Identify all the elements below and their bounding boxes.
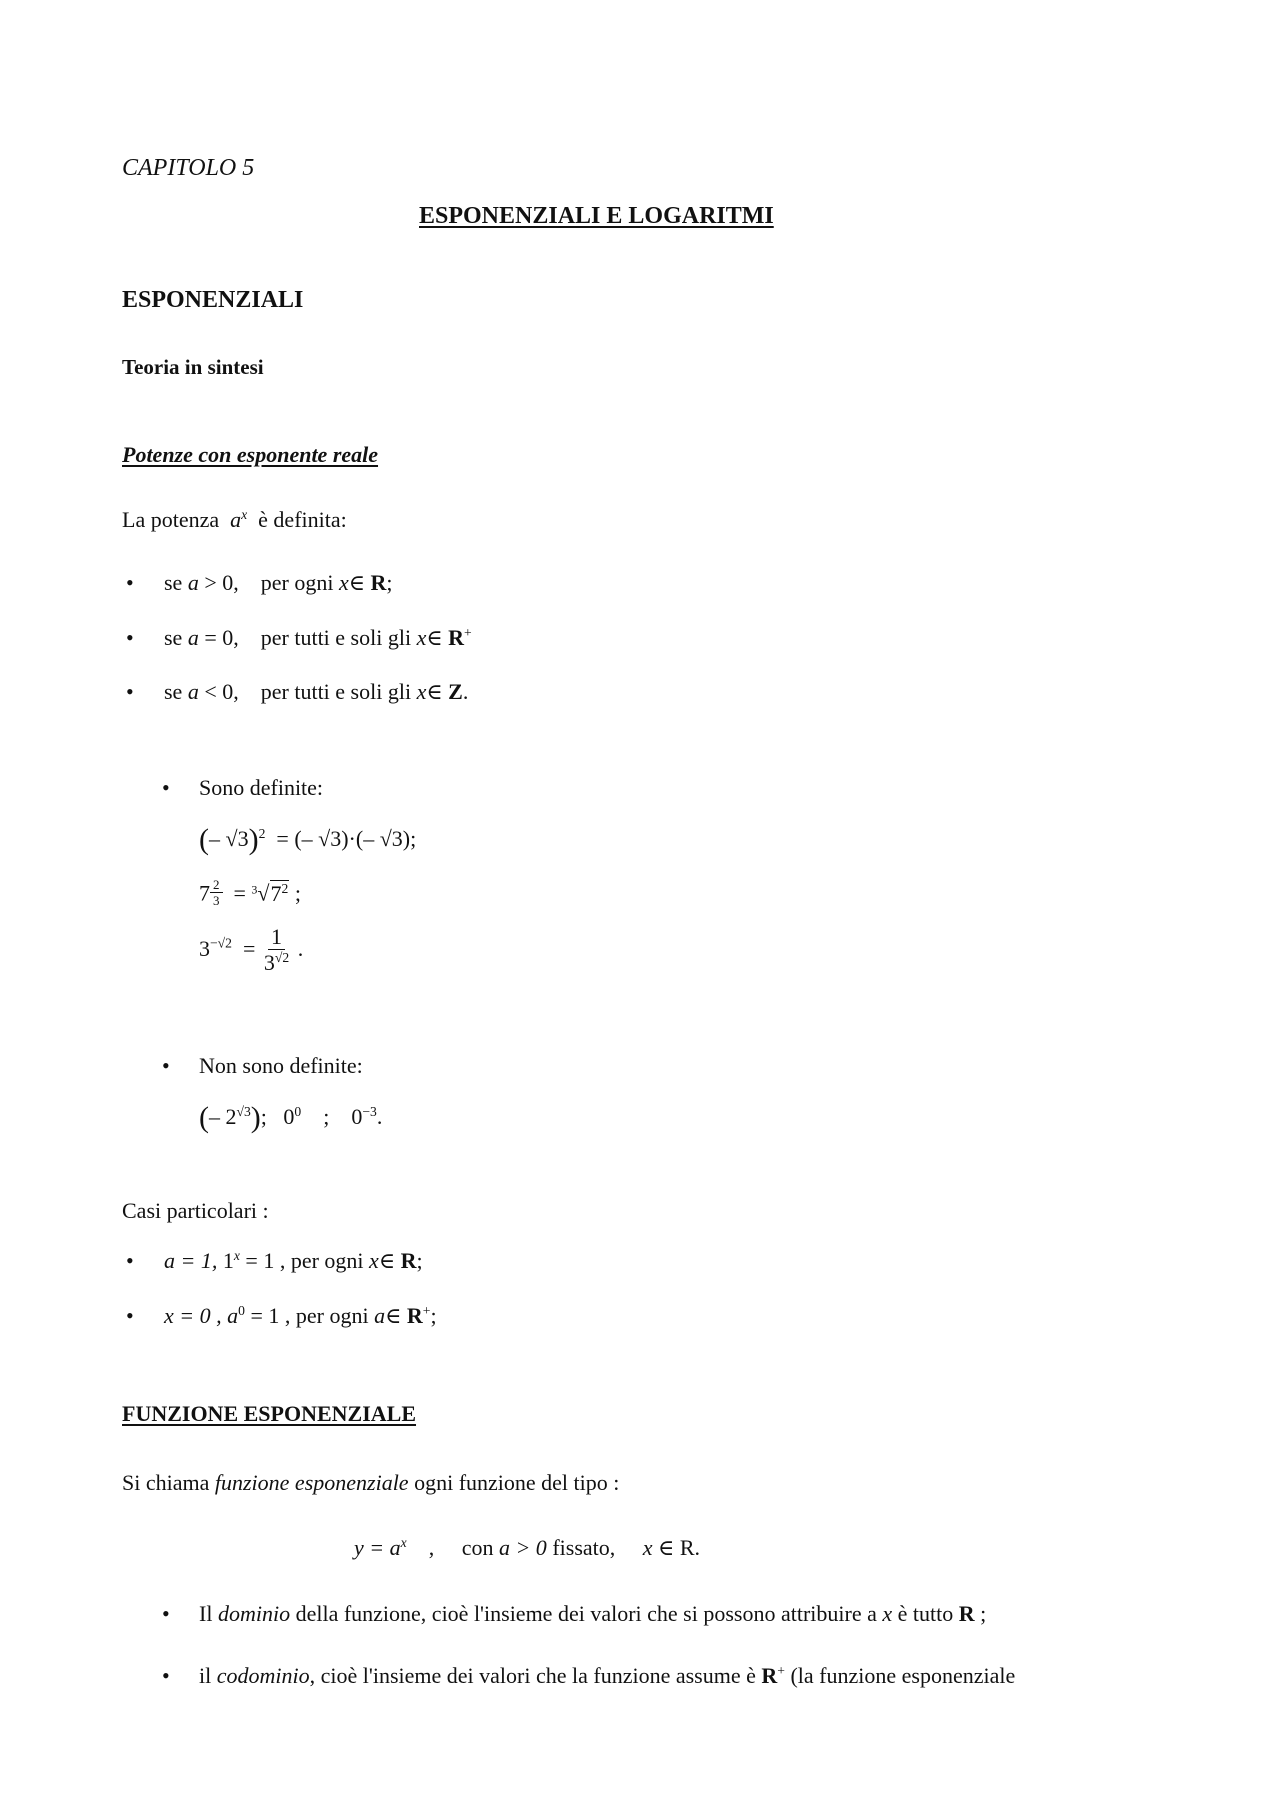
case-set: Z bbox=[448, 679, 463, 704]
bullet-icon: • bbox=[126, 679, 134, 704]
eq2-radicand: 7 bbox=[270, 880, 282, 906]
defined-eq-3: $3^{-√2}$ = $\frac{1}{3^{√2}}$ . bbox=[199, 924, 304, 976]
intro-base: a bbox=[230, 507, 242, 532]
eq1-exp: 2 bbox=[258, 825, 266, 841]
codomain-bullet bbox=[199, 1663, 1015, 1689]
sc-elem: ∈ bbox=[385, 1303, 402, 1328]
case-set: R bbox=[448, 625, 465, 650]
section-subheading: Teoria in sintesi bbox=[122, 355, 264, 379]
formula-sep: , bbox=[428, 1535, 435, 1560]
sc-eq: = 1 , bbox=[239, 1248, 286, 1273]
bullet-icon: • bbox=[126, 570, 134, 595]
real-powers-title: Potenze con esponente reale bbox=[122, 442, 379, 467]
case-elem: ∈ bbox=[348, 570, 366, 595]
defined-eq-1: (– √3)$^2$ = (– √3)·(– √3); bbox=[199, 823, 417, 856]
nd-ex3-exp: −3 bbox=[362, 1103, 377, 1119]
nd-sep: ; bbox=[323, 1104, 330, 1129]
nd-ex3-base: 0 bbox=[351, 1104, 363, 1129]
sc-set-sup: + bbox=[422, 1302, 431, 1318]
bullet-icon: • bbox=[126, 1248, 134, 1273]
def-pre: Si chiama bbox=[122, 1470, 210, 1495]
b-mid: , cioè l'insieme dei valori che la funzione assume è bbox=[309, 1663, 756, 1688]
case-x: x bbox=[338, 570, 349, 595]
b-post: è tutto bbox=[897, 1601, 954, 1626]
eq3-base: 3 bbox=[199, 935, 210, 961]
formula-cond: a > 0 bbox=[498, 1535, 547, 1560]
list-item: se a = 0, per tutti e soli gli x∈ R+ bbox=[164, 624, 472, 650]
sc-pow-exp: 0 bbox=[238, 1302, 245, 1318]
eq2-exp-num: 2 bbox=[210, 878, 223, 893]
eq2-radicand-exp: 2 bbox=[281, 880, 289, 896]
bullet-icon: • bbox=[126, 625, 134, 650]
b-end: (la funzione esponenziale bbox=[790, 1663, 1016, 1688]
eq2-exp-den: 3 bbox=[213, 893, 220, 909]
eq3-den-base: 3 bbox=[263, 950, 275, 976]
bullet-icon: • bbox=[162, 775, 170, 800]
exp-function-formula bbox=[354, 1535, 700, 1561]
sc-set: R bbox=[406, 1303, 423, 1328]
b-set-sup: + bbox=[777, 1662, 785, 1678]
case-rel: < 0, bbox=[198, 679, 239, 704]
b-var: x bbox=[882, 1601, 893, 1626]
intro-exp: x bbox=[241, 506, 248, 522]
b-set: R bbox=[761, 1663, 778, 1688]
case-desc: per ogni bbox=[260, 570, 334, 595]
b-set: R bbox=[958, 1601, 975, 1626]
eq2-exp-fraction bbox=[210, 878, 223, 909]
nd-ex2-exp: 0 bbox=[294, 1103, 302, 1119]
case-set-sup: + bbox=[464, 624, 472, 640]
case-var: a bbox=[187, 625, 199, 650]
exp-function-definition bbox=[122, 1470, 619, 1496]
special-cases-label: Casi particolari : bbox=[122, 1198, 269, 1223]
bullet-icon: • bbox=[162, 1053, 170, 1078]
case-rel: > 0, bbox=[198, 570, 239, 595]
chapter-label: CAPITOLO 5 bbox=[122, 155, 255, 181]
intro-text: La potenza bbox=[122, 507, 220, 532]
b-term: codominio bbox=[216, 1663, 310, 1688]
sc-cond: a = 1, bbox=[164, 1248, 218, 1273]
b-pre: il bbox=[199, 1663, 212, 1688]
section-heading: ESPONENZIALI bbox=[122, 287, 304, 313]
case-x: x bbox=[416, 679, 427, 704]
not-defined-label: Non sono definite: bbox=[199, 1053, 363, 1078]
list-item: se a > 0, per ogni x∈ R; bbox=[164, 570, 393, 595]
sc-desc: per ogni bbox=[295, 1303, 369, 1328]
def-term: funzione esponenziale bbox=[214, 1470, 409, 1495]
case-end: . bbox=[462, 679, 469, 704]
intro-tail: è definita: bbox=[258, 507, 347, 532]
formula-domain: ∈ R. bbox=[658, 1535, 700, 1560]
b-mid: della funzione, cioè l'insieme dei valori che si possono attribuire a bbox=[295, 1601, 877, 1626]
case-elem: ∈ bbox=[426, 625, 443, 650]
eq3-end: . bbox=[297, 935, 304, 961]
nd-ex2-base: 0 bbox=[283, 1104, 295, 1129]
sc-pow-exp: x bbox=[233, 1247, 240, 1263]
sc-pow-base: a bbox=[227, 1303, 239, 1328]
eq2-end: ; bbox=[294, 880, 301, 906]
sc-desc: per ogni bbox=[290, 1248, 364, 1273]
bullet-icon: • bbox=[162, 1663, 170, 1688]
eq2-root-index: 3 bbox=[251, 882, 258, 897]
sc-var: x bbox=[369, 1248, 379, 1273]
case-x: x bbox=[416, 625, 427, 650]
case-rel: = 0, bbox=[198, 625, 239, 650]
nd-ex1-exp: √3 bbox=[236, 1103, 251, 1119]
sc-pow-base: 1 bbox=[222, 1248, 234, 1273]
formula-cond-post: fissato, bbox=[552, 1535, 616, 1560]
b-term: dominio bbox=[217, 1601, 291, 1626]
defined-label: Sono definite: bbox=[199, 775, 324, 800]
sc-var: a bbox=[374, 1303, 386, 1328]
formula-lhs: y = a bbox=[354, 1535, 401, 1560]
b-pre: Il bbox=[199, 1601, 213, 1626]
nd-ex1-base: – 2 bbox=[209, 1104, 237, 1129]
nd-ex3-end: . bbox=[376, 1104, 383, 1129]
formula-exp: x bbox=[400, 1534, 407, 1550]
case-elem: ∈ bbox=[426, 679, 443, 704]
not-defined-examples: (– $2^{√3}$); $0^0$ ; $0^{-3}$. bbox=[199, 1101, 383, 1134]
case-desc: per tutti e soli gli bbox=[260, 625, 412, 650]
eq2-base: 7 bbox=[199, 880, 210, 906]
special-case-item bbox=[164, 1248, 423, 1274]
sc-cond: x = 0 , bbox=[164, 1303, 222, 1328]
case-var: a bbox=[187, 570, 199, 595]
eq1-rhs: (– √3)·(– √3); bbox=[294, 826, 417, 851]
nd-ex1-end: ; bbox=[260, 1104, 267, 1129]
chapter-title: ESPONENZIALI E LOGARITMI bbox=[419, 203, 774, 229]
formula-cond-pre: con bbox=[461, 1535, 494, 1560]
sc-end: ; bbox=[430, 1303, 437, 1328]
exp-function-heading: FUNZIONE ESPONENZIALE bbox=[122, 1401, 417, 1426]
sc-set: R bbox=[400, 1248, 417, 1273]
case-end: ; bbox=[386, 570, 393, 595]
domain-bullet bbox=[199, 1601, 986, 1627]
eq3-exp: −√2 bbox=[210, 935, 232, 951]
case-set: R bbox=[370, 570, 387, 595]
case-var: a bbox=[187, 679, 199, 704]
formula-domain-var: x bbox=[642, 1535, 653, 1560]
eq3-den-exp: √2 bbox=[274, 950, 290, 966]
eq1-base: – √3 bbox=[209, 826, 249, 851]
eq3-fraction bbox=[261, 925, 292, 977]
sc-end: ; bbox=[416, 1248, 423, 1273]
def-post: ogni funzione del tipo : bbox=[414, 1470, 620, 1495]
special-case-item bbox=[164, 1303, 437, 1329]
real-powers-intro bbox=[122, 507, 347, 533]
case-desc: per tutti e soli gli bbox=[260, 679, 412, 704]
b-end: ; bbox=[980, 1601, 987, 1626]
sc-elem: ∈ bbox=[378, 1248, 396, 1273]
sc-eq: = 1 , bbox=[244, 1303, 291, 1328]
eq3-num: 1 bbox=[268, 925, 285, 950]
defined-eq-2: 7 $\frac{2}{3}$ = $^3√7^2$ ; bbox=[199, 877, 301, 909]
list-item: se a < 0, per tutti e soli gli x∈ Z. bbox=[164, 679, 469, 704]
bullet-icon: • bbox=[162, 1601, 170, 1626]
bullet-icon: • bbox=[126, 1303, 134, 1328]
